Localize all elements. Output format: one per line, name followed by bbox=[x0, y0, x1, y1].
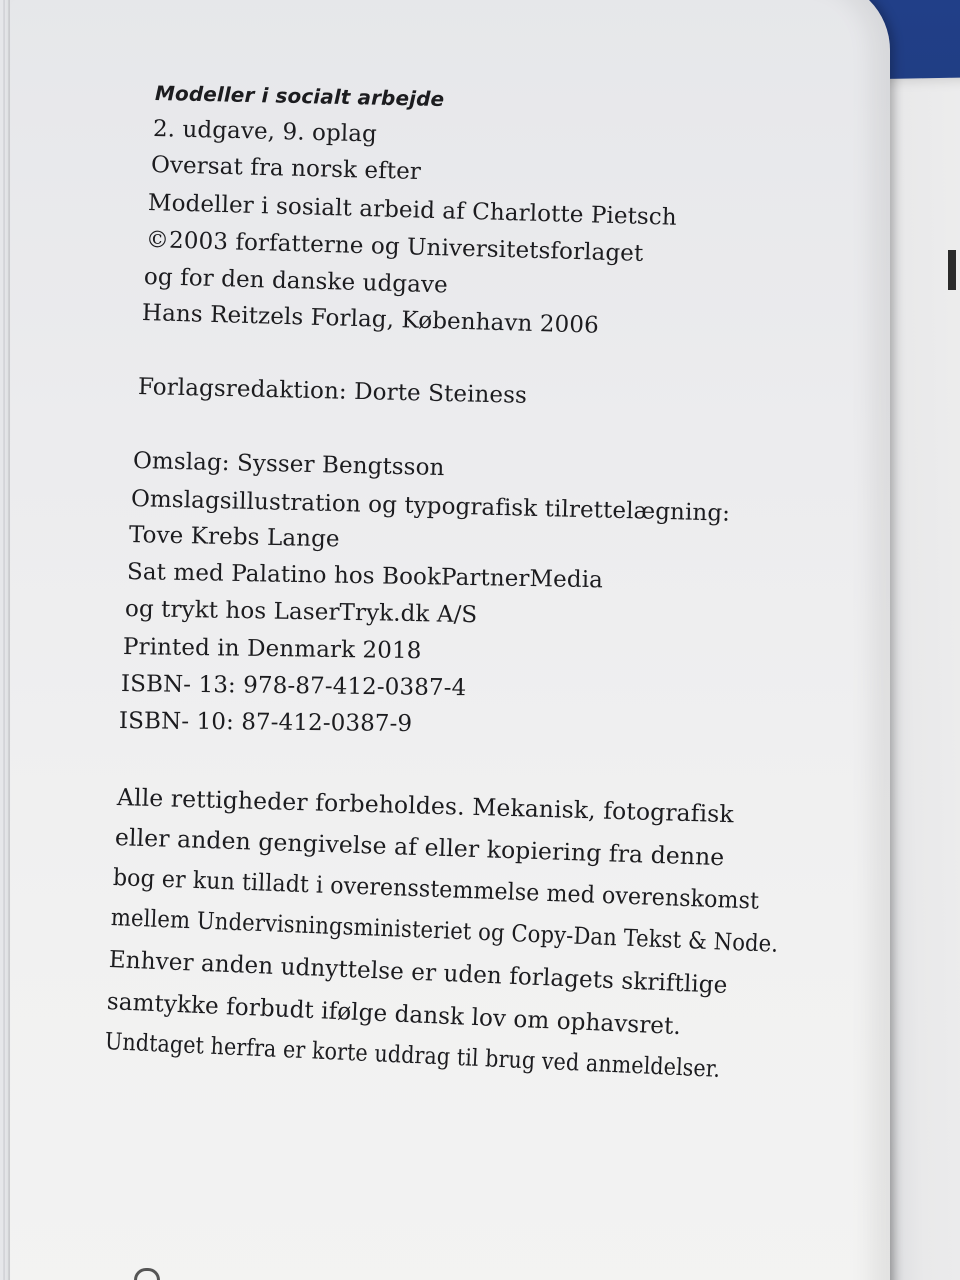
translation-line: og for den danske udgave bbox=[143, 264, 449, 299]
rights-line: Enhver anden udnyttelse er uden forlagets skriftlige bbox=[108, 945, 728, 999]
production-line: Omslag: Sysser Bengtsson bbox=[132, 448, 445, 482]
translation-line: Hans Reitzels Forlag, København 2006 bbox=[141, 300, 600, 339]
rights-line: eller anden gengivelse af eller kopiering fra denne bbox=[114, 823, 725, 872]
production-line: Sat med Palatino hos BookPartnerMedia bbox=[126, 559, 604, 594]
editorial-line: Forlagsredaktion: Dorte Steiness bbox=[137, 374, 528, 409]
production-line: Printed in Denmark 2018 bbox=[122, 634, 422, 665]
production-line: Omslagsillustration og typografisk tilrettelægning: bbox=[130, 486, 731, 527]
rights-line: samtykke forbudt ifølge dansk lov om ophavsret. bbox=[106, 987, 682, 1041]
isbn-10: ISBN- 10: 87-412-0387-9 bbox=[118, 708, 413, 738]
rights-line: Undtaget herfra er korte uddrag til brug ved anmeldelser. bbox=[104, 1027, 721, 1083]
edition-line: 2. udgave, 9. oplag bbox=[152, 116, 378, 148]
production-line: og trykt hos LaserTryk.dk A/S bbox=[124, 596, 478, 629]
translation-line: Oversat fra norsk efter bbox=[150, 152, 422, 186]
rights-line: mellem Undervisningsministeriet og Copy-Dan Tekst & Node. bbox=[110, 903, 779, 958]
rights-line: Alle rettigheder forbeholdes. Mekanisk, fotografisk bbox=[116, 783, 735, 829]
translation-line: ©2003 forfatterne og Universitetsforlaget bbox=[145, 227, 644, 267]
translation-line: Modeller i sosialt arbeid af Charlotte Pietsch bbox=[147, 190, 678, 231]
production-line: Tove Krebs Lange bbox=[128, 522, 340, 553]
book-title: Modeller i socialt arbejde bbox=[154, 81, 445, 112]
rights-line: bog er kun tilladt i overensstemmelse med overenskomst bbox=[112, 863, 760, 915]
isbn-13: ISBN- 13: 978-87-412-0387-4 bbox=[120, 671, 467, 702]
